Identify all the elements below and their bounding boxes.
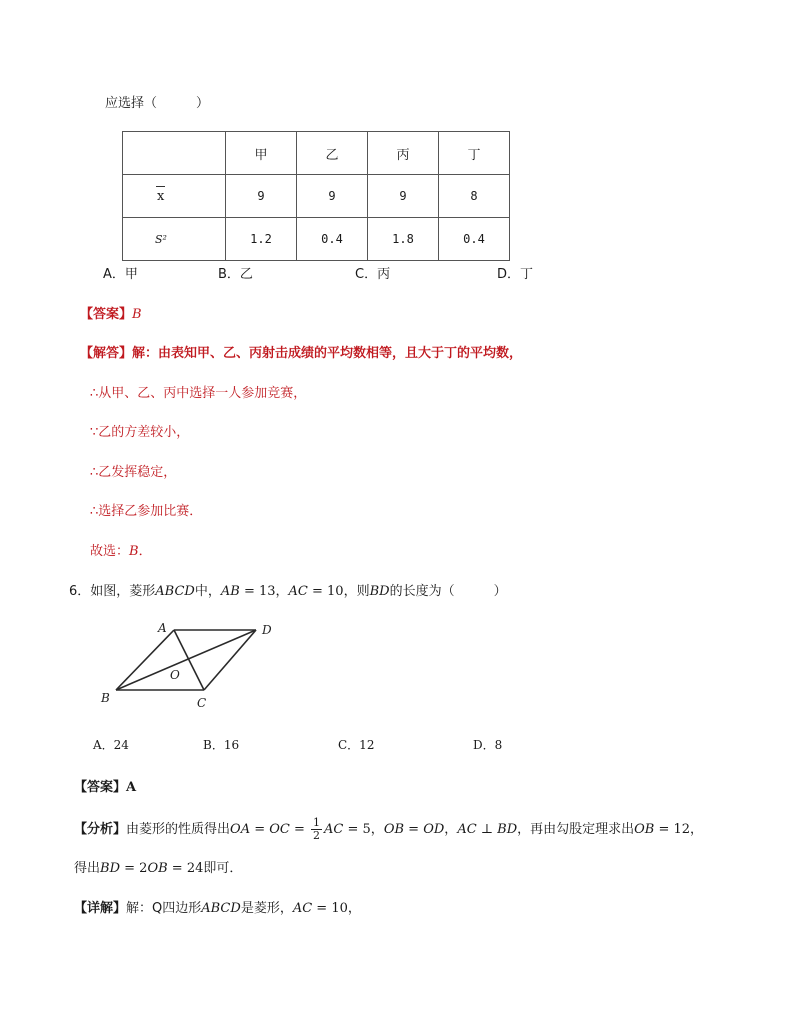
table-cell: 9 (226, 175, 297, 218)
q5-option-d: D．丁 (497, 267, 534, 282)
table-cell: 0.4 (297, 218, 368, 261)
q5-solution-line-3: ∵乙的方差较小， (90, 425, 190, 440)
q6-option-a: A．24 (93, 738, 129, 752)
detail-tag: 【详解】 (74, 901, 127, 916)
q5-option-a: A．甲 (103, 267, 138, 282)
final-suffix: ． (138, 544, 152, 559)
analysis-math: BD (100, 861, 120, 876)
fraction-denominator: 2 (313, 829, 321, 842)
answer-value: A (126, 780, 137, 795)
analysis-math: AC ⊥ BD (457, 822, 518, 837)
table-header-cell: 甲 (226, 132, 297, 175)
q5-solution-line-1 (80, 342, 522, 361)
stem-math: AB (220, 584, 240, 599)
vertex-label-b: B (101, 691, 110, 705)
q6-analysis-line-2 (74, 857, 242, 876)
analysis-math: = 2 (120, 861, 148, 876)
table-cell: 1.8 (368, 218, 439, 261)
q5-intro: 应选择（ ） (105, 96, 210, 111)
analysis-math: = 5， (343, 822, 384, 837)
answer-value: B (132, 307, 142, 322)
analysis-math: = 12， (654, 822, 704, 837)
stats-table (122, 131, 510, 261)
detail-text: 解：Q四边形 (126, 901, 202, 916)
analysis-text: 得出 (74, 861, 101, 876)
table-cell: 0.4 (439, 218, 510, 261)
detail-math: AC (292, 901, 313, 916)
q6-option-b: B．16 (203, 738, 240, 752)
table-cell: 1.2 (226, 218, 297, 261)
analysis-tag: 【分析】 (74, 822, 127, 837)
analysis-text: ，再由勾股定理求出 (517, 822, 635, 837)
stem-math: ABCD (155, 584, 195, 599)
analysis-text: 由菱形的性质得出 (126, 822, 231, 837)
x-bar-symbol: x (157, 188, 165, 204)
table-cell: 9 (368, 175, 439, 218)
vertex-label-c: C (197, 696, 207, 710)
q6-option-c: C．12 (338, 738, 375, 752)
q6-stem (69, 580, 507, 599)
final-value: B (129, 544, 139, 559)
analysis-text: ， (444, 822, 458, 837)
analysis-math: = 24即可． (167, 861, 243, 876)
variance-row-label: S² (123, 218, 226, 261)
edge-ba (116, 630, 174, 690)
analysis-math: OB (383, 822, 405, 837)
analysis-math: OB (147, 861, 168, 876)
vertex-label-d: D (262, 623, 272, 637)
analysis-math: = (404, 822, 424, 837)
q5-final-choice (90, 540, 152, 559)
table-row (123, 218, 510, 261)
table-header-cell: 乙 (297, 132, 368, 175)
q6-option-d: D．8 (473, 738, 503, 752)
stem-math: BD (369, 584, 390, 599)
q5-solution-line-5: ∴选择乙参加比赛． (90, 504, 203, 519)
q5-solution-line-2: ∴从甲、乙、丙中选择一人参加竞赛， (90, 386, 307, 401)
analysis-math: OB (634, 822, 655, 837)
rhombus-figure (96, 620, 296, 716)
analysis-math: OC (269, 822, 290, 837)
diagonal-bd (116, 630, 256, 690)
stem-text: 的长度为（ ） (389, 584, 507, 599)
center-label-o: O (170, 668, 180, 682)
table-cell: 9 (297, 175, 368, 218)
q6-number: 6． (69, 584, 91, 599)
analysis-math: AC (324, 822, 344, 837)
solution-text: 解：由表知甲、乙、丙射击成绩的平均数相等，且大于丁的平均数， (132, 346, 523, 361)
table-header-cell (123, 132, 226, 175)
fraction-one-half (311, 817, 322, 842)
solution-tag: 【解答】 (80, 346, 133, 361)
analysis-math: OD (423, 822, 445, 837)
detail-math: = 10， (312, 901, 361, 916)
q5-solution-line-4: ∴乙发挥稳定， (90, 465, 177, 480)
table-cell: 8 (439, 175, 510, 218)
table-header-cell: 丙 (368, 132, 439, 175)
table-header-cell: 丁 (439, 132, 510, 175)
vertex-label-a: A (158, 621, 167, 635)
q5-option-c: C．丙 (355, 267, 391, 282)
table-row (123, 132, 510, 175)
stem-math: AC (288, 584, 308, 599)
mean-row-label (123, 175, 226, 218)
detail-text: 是菱形， (240, 901, 293, 916)
edge-dc (204, 630, 256, 690)
analysis-math: = (250, 822, 270, 837)
stem-text: 如图，菱形 (90, 584, 156, 599)
q5-option-b: B．乙 (218, 267, 253, 282)
stem-math: = 13， (239, 584, 289, 599)
answer-tag: 【答案】 (74, 780, 127, 795)
analysis-math: OA (230, 822, 251, 837)
q6-analysis-line-1 (74, 817, 703, 842)
answer-tag: 【答案】 (80, 307, 133, 322)
detail-math: ABCD (201, 901, 241, 916)
fraction-numerator: 1 (313, 816, 321, 829)
q6-answer (74, 776, 136, 795)
q5-answer (80, 303, 142, 322)
q6-detail-line (74, 897, 361, 916)
final-prefix: 故选： (90, 544, 130, 559)
analysis-math: = (289, 822, 310, 837)
stem-text: 中， (194, 584, 221, 599)
table-row (123, 175, 510, 218)
stem-text: = 10，则 (307, 584, 370, 599)
